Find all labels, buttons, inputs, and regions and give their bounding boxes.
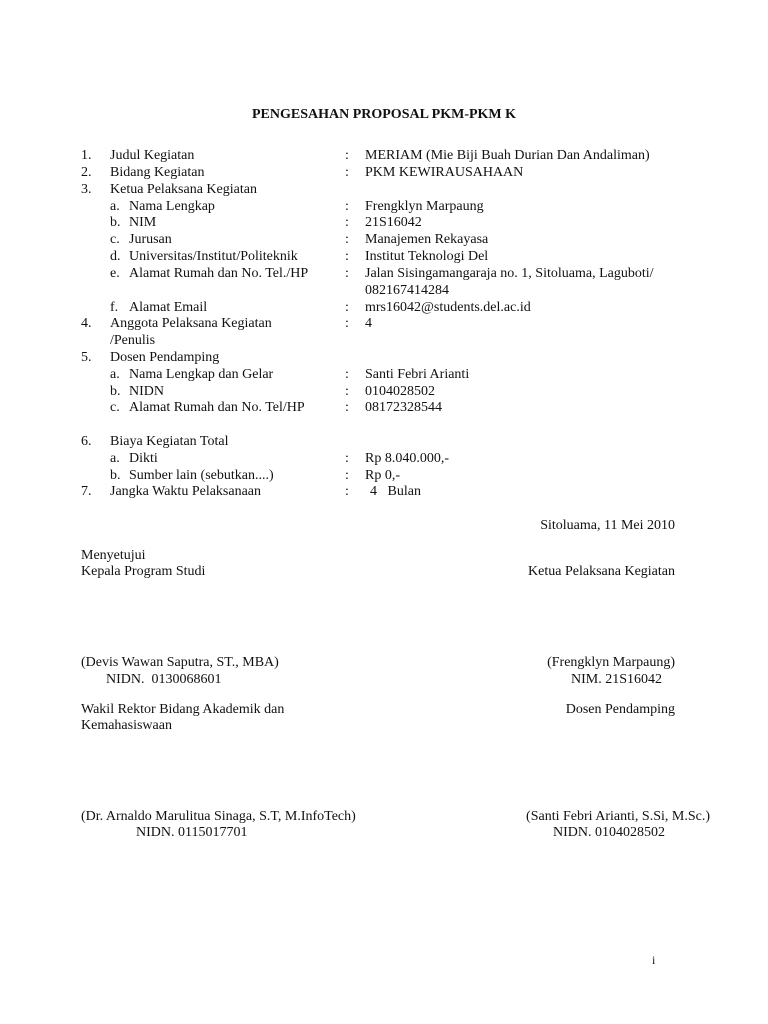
approval-label: Menyetujui	[81, 548, 146, 563]
signatory-title: Ketua Pelaksana Kegiatan	[528, 564, 675, 579]
item-label: Nama Lengkap dan Gelar	[129, 367, 274, 382]
item-value: mrs16042@students.del.ac.id	[365, 300, 531, 315]
item-value: Santi Febri Arianti	[365, 367, 470, 382]
colon: :	[345, 165, 349, 180]
item-value: Jalan Sisingamangaraja no. 1, Sitoluama, Laguboti/	[365, 266, 654, 281]
colon: :	[345, 300, 349, 315]
signatory-title: Wakil Rektor Bidang Akademik dan	[81, 702, 285, 717]
signatory-title: Dosen Pendamping	[565, 702, 675, 717]
subitem-letter: d.	[110, 249, 121, 264]
subitem-letter: b.	[110, 384, 121, 399]
item-number: 5.	[81, 350, 92, 365]
colon: :	[345, 266, 349, 281]
colon: :	[345, 249, 349, 264]
colon: :	[345, 451, 349, 466]
subitem-letter: c.	[110, 232, 120, 247]
item-label: Alamat Email	[129, 300, 208, 315]
item-value: Institut Teknologi Del	[365, 249, 489, 264]
item-label: Alamat Rumah dan No. Tel/HP	[129, 400, 305, 415]
item-value: Frengklyn Marpaung	[365, 199, 484, 214]
item-value: Manajemen Rekayasa	[365, 232, 489, 247]
colon: :	[345, 316, 349, 331]
item-value: Rp 8.040.000,-	[365, 451, 449, 466]
signatory-id: NIDN. 0104028502	[553, 825, 665, 840]
item-number: 4.	[81, 316, 92, 331]
colon: :	[345, 199, 349, 214]
signatory-title: Kepala Program Studi	[81, 564, 206, 579]
colon: :	[345, 232, 349, 247]
item-number: 7.	[81, 484, 92, 499]
signatory-name: (Devis Wawan Saputra, ST., MBA)	[81, 655, 279, 670]
item-number: 3.	[81, 182, 92, 197]
item-value: 21S16042	[365, 215, 422, 230]
item-value: 0104028502	[365, 384, 435, 399]
item-value: 08172328544	[365, 400, 442, 415]
signatory-id: NIM. 21S16042	[570, 672, 662, 687]
colon: :	[345, 400, 349, 415]
subitem-letter: a.	[110, 199, 120, 214]
colon: :	[345, 148, 349, 163]
subitem-letter: f.	[110, 300, 119, 315]
subitem-letter: e.	[110, 266, 120, 281]
item-label: Bidang Kegiatan	[110, 165, 205, 180]
page-title: PENGESAHAN PROPOSAL PKM-PKM K	[251, 107, 517, 122]
place-date: Sitoluama, 11 Mei 2010	[540, 518, 675, 533]
item-label: Anggota Pelaksana Kegiatan	[110, 316, 272, 331]
item-number: 1.	[81, 148, 92, 163]
item-label: Sumber lain (sebutkan....)	[129, 468, 274, 483]
signatory-name: (Santi Febri Arianti, S.Si, M.Sc.)	[526, 809, 710, 824]
item-label: Jangka Waktu Pelaksanaan	[110, 484, 262, 499]
item-label: Universitas/Institut/Politeknik	[129, 249, 298, 264]
item-value: PKM KEWIRAUSAHAAN	[365, 165, 524, 180]
subitem-letter: c.	[110, 400, 120, 415]
item-label: NIDN	[129, 384, 164, 399]
item-value: 4	[365, 316, 372, 331]
colon: :	[345, 215, 349, 230]
item-number: 6.	[81, 434, 92, 449]
item-label: Judul Kegiatan	[110, 148, 195, 163]
colon: :	[345, 384, 349, 399]
subitem-letter: a.	[110, 367, 120, 382]
signatory-id: NIDN. 0115017701	[136, 825, 248, 840]
subitem-letter: b.	[110, 215, 121, 230]
item-value-continuation: 082167414284	[365, 283, 449, 298]
item-label-continuation: /Penulis	[110, 333, 156, 348]
item-label: Ketua Pelaksana Kegiatan	[110, 182, 257, 197]
item-value: Rp 0,-	[365, 468, 400, 483]
item-label: Alamat Rumah dan No. Tel./HP	[129, 266, 309, 281]
colon: :	[345, 367, 349, 382]
signatory-name: (Dr. Arnaldo Marulitua Sinaga, S.T, M.InfoTech)	[81, 809, 356, 824]
subitem-letter: a.	[110, 451, 120, 466]
item-label: NIM	[129, 215, 157, 230]
page-number: i	[652, 953, 656, 967]
colon: :	[345, 484, 349, 499]
signatory-id: NIDN. 0130068601	[106, 672, 222, 687]
subitem-letter: b.	[110, 468, 121, 483]
item-number: 2.	[81, 165, 92, 180]
item-label: Jurusan	[129, 232, 172, 247]
item-value: MERIAM (Mie Biji Buah Durian Dan Andaliman)	[365, 148, 650, 163]
signatory-title-continuation: Kemahasiswaan	[81, 718, 172, 733]
item-label: Dikti	[129, 451, 158, 466]
item-label: Biaya Kegiatan Total	[110, 434, 229, 449]
item-label: Dosen Pendamping	[110, 350, 220, 365]
colon: :	[345, 468, 349, 483]
signatory-name: (Frengklyn Marpaung)	[547, 655, 675, 670]
item-label: Nama Lengkap	[129, 199, 215, 214]
item-value: 4 Bulan	[370, 484, 421, 499]
